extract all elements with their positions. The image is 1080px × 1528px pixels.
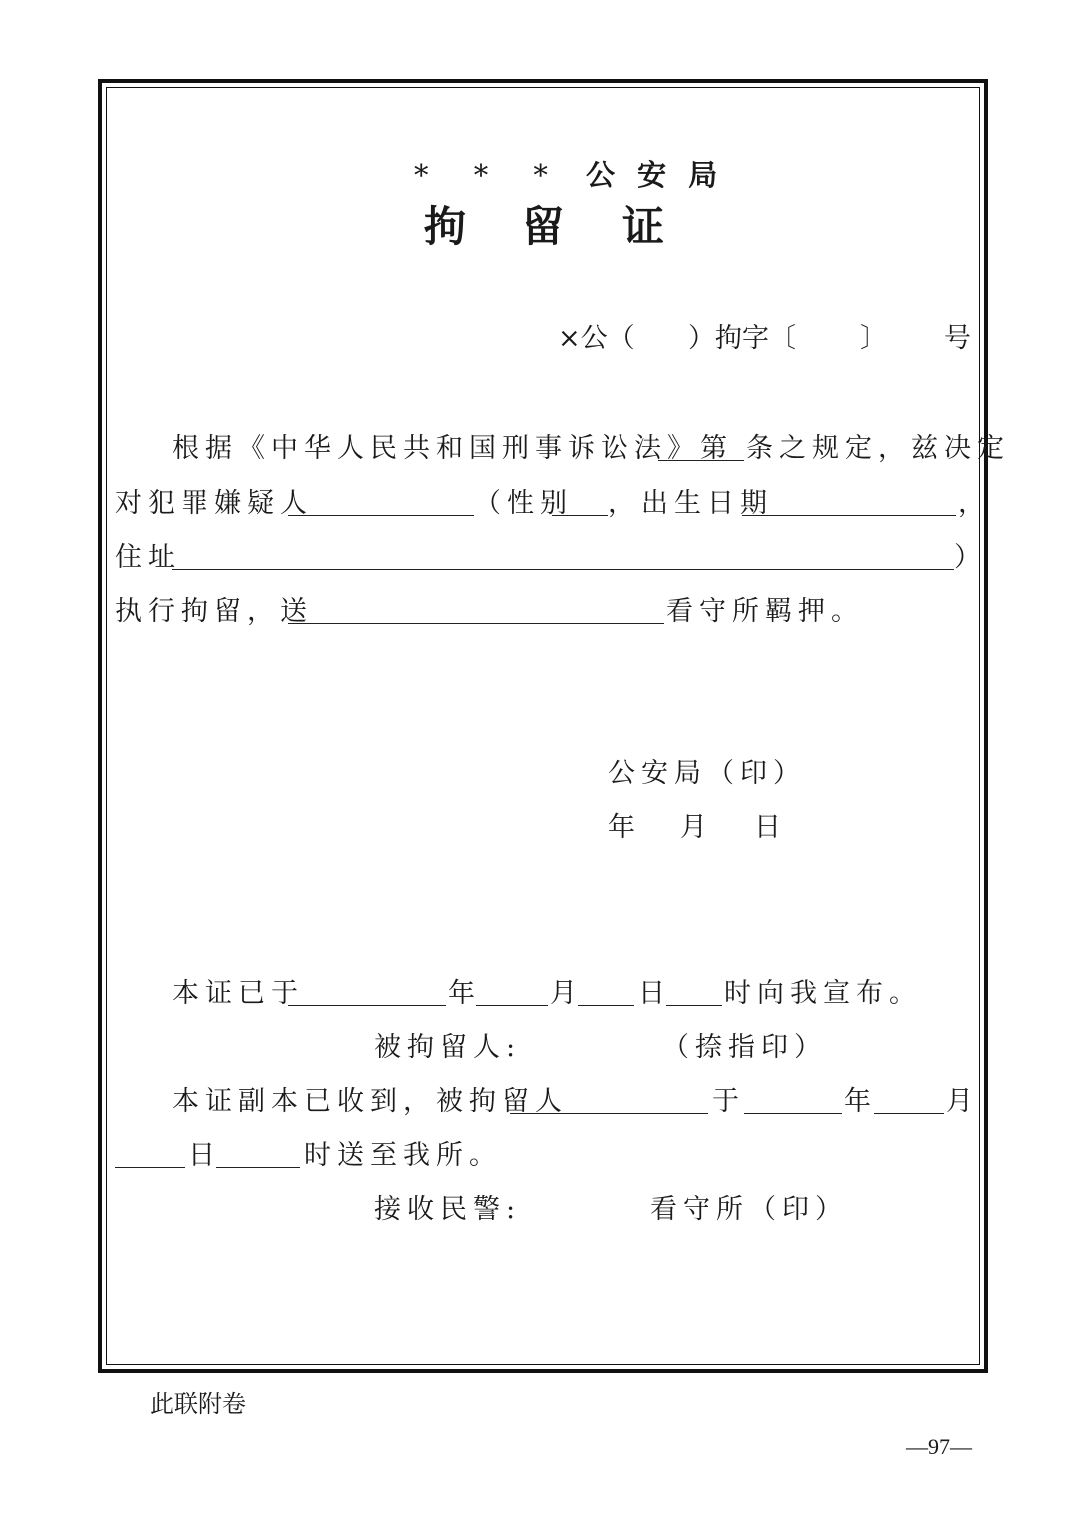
suspect-label: 对犯罪嫌疑人: [115, 488, 313, 519]
detention-center-seal: 看守所（印）: [650, 1194, 848, 1225]
issue-year-label: 年: [608, 812, 635, 843]
suspect-name-blank[interactable]: [288, 515, 474, 516]
announcement-end: 时向我宣布。: [724, 978, 922, 1009]
announce-month-label: 月: [550, 978, 577, 1009]
address-close-paren: ）: [954, 542, 981, 573]
announce-year-label: 年: [448, 978, 475, 1009]
receipt-detainee-blank[interactable]: [510, 1113, 708, 1114]
detainee-signature-label: 被拘留人:: [374, 1032, 522, 1063]
detention-center-text: 看守所羁押。: [666, 596, 864, 627]
agency-header: [414, 158, 723, 192]
inner-frame: [106, 87, 980, 1365]
receipt-year-label: 年: [844, 1086, 871, 1117]
issue-month-label: 月: [680, 812, 707, 843]
receipt-day-blank[interactable]: [115, 1167, 185, 1168]
birthdate-label: ，出生日期: [608, 488, 773, 519]
page-number: —97—: [906, 1434, 972, 1459]
detention-text: 执行拘留，送: [115, 596, 313, 627]
gender-blank[interactable]: [552, 515, 608, 516]
issue-day-label: 日: [754, 812, 781, 843]
issuer-seal: 公安局（印）: [608, 758, 806, 789]
footer-note: 此联附卷: [150, 1390, 246, 1418]
announce-day-blank[interactable]: [578, 1005, 634, 1006]
announce-day-label: 日: [638, 978, 665, 1009]
doc-number-prefix: ×公（: [558, 323, 635, 354]
article-number-blank[interactable]: [658, 460, 744, 461]
doc-number-suffix: 号: [944, 323, 971, 354]
receipt-end: 时送至我所。: [304, 1140, 502, 1171]
detention-center-blank[interactable]: [288, 623, 664, 624]
agency-stars: * * *: [414, 158, 566, 192]
announce-hour-blank[interactable]: [666, 1005, 722, 1006]
doc-number-middle: ）拘字〔: [688, 323, 796, 354]
document-title-char-3: 证: [622, 202, 665, 251]
announce-date-blank[interactable]: [288, 1005, 446, 1006]
address-label: 住址: [115, 542, 181, 573]
announcement-start: 本证已于: [172, 978, 304, 1009]
fingerprint-label: （捺指印）: [662, 1032, 827, 1063]
gender-label: （性别: [474, 488, 573, 519]
doc-number-close: 〕: [860, 323, 887, 354]
receipt-year-blank[interactable]: [744, 1113, 842, 1114]
receipt-hour-blank[interactable]: [216, 1167, 300, 1168]
document-title-char-2: 留: [522, 202, 565, 251]
birthdate-comma: ，: [958, 488, 985, 519]
receipt-month-label: 月: [946, 1086, 973, 1117]
receipt-at-label: 于: [712, 1086, 739, 1117]
birthdate-blank[interactable]: [742, 515, 956, 516]
receipt-day-label: 日: [188, 1140, 215, 1171]
document-title-char-1: 拘: [424, 202, 467, 251]
officer-signature-label: 接收民警:: [374, 1194, 522, 1225]
announce-month-blank[interactable]: [476, 1005, 548, 1006]
address-blank[interactable]: [172, 569, 954, 570]
body-decision-text: 条之规定，兹决定: [746, 433, 1010, 464]
body-article-text: 根据《中华人民共和国刑事诉讼法》第: [172, 433, 733, 464]
receipt-month-blank[interactable]: [874, 1113, 944, 1114]
receipt-start: 本证副本已收到，被拘留人: [172, 1086, 568, 1117]
agency-name: 公 安 局: [586, 158, 724, 192]
